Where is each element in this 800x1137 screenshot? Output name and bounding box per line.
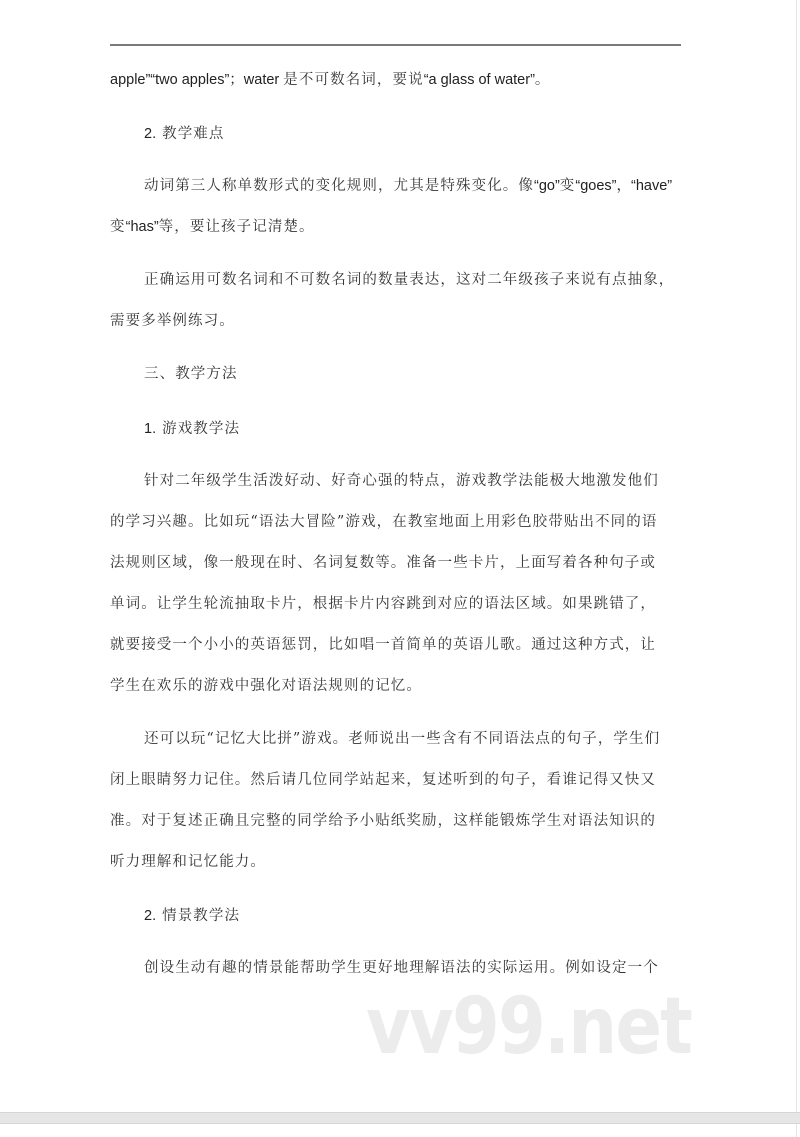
paragraph-line: 法规则区域，像一般现在时、名词复数等。准备一些卡片，上面写着各种句子或: [110, 555, 656, 571]
paragraph-line: 听力理解和记忆能力。: [110, 854, 266, 870]
text-line: apple”“two apples”；water 是不可数名词，要说“a glass of water”。: [110, 72, 551, 88]
paragraph-line: 还可以玩“记忆大比拼”游戏。老师说出一些含有不同语法点的句子，学生们: [144, 731, 661, 747]
paragraph-line: 动词第三人称单数形式的变化规则，尤其是特殊变化。像“go”变“goes”，“have”: [144, 178, 673, 194]
paragraph-line: 就要接受一个小小的英语惩罚，比如唱一首简单的英语儿歌。通过这种方式，让: [110, 637, 656, 653]
paragraph-line: 准。对于复述正确且完整的同学给予小贴纸奖励，这样能锻炼学生对语法知识的: [110, 813, 656, 829]
subsection-heading-game-method: 1. 游戏教学法: [144, 421, 241, 437]
section-heading-teaching-methods: 三、教学方法: [144, 366, 238, 382]
paragraph-line: 变“has”等，要让孩子记清楚。: [110, 219, 315, 235]
header-rule: [110, 44, 681, 46]
next-page-top: [0, 1124, 797, 1137]
section-heading-teaching-difficulties: 2. 教学难点: [144, 126, 225, 142]
paragraph-line: 学生在欢乐的游戏中强化对语法规则的记忆。: [110, 678, 422, 694]
paragraph-line: 创设生动有趣的情景能帮助学生更好地理解语法的实际运用。例如设定一个: [144, 960, 659, 976]
paragraph-line: 单词。让学生轮流抽取卡片，根据卡片内容跳到对应的语法区域。如果跳错了，: [110, 596, 656, 612]
page-separator: [0, 1112, 800, 1124]
paragraph-line: 闭上眼睛努力记住。然后请几位同学站起来，复述听到的句子，看谁记得又快又: [110, 772, 656, 788]
paragraph-line: 的学习兴趣。比如玩“语法大冒险”游戏，在教室地面上用彩色胶带贴出不同的语: [110, 514, 658, 530]
watermark-text: vv99.net: [366, 982, 692, 1072]
paragraph-line: 需要多举例练习。: [110, 313, 235, 329]
subsection-heading-scenario-method: 2. 情景教学法: [144, 908, 241, 924]
paragraph-line: 针对二年级学生活泼好动、好奇心强的特点，游戏教学法能极大地激发他们: [144, 473, 659, 489]
paragraph-line: 正确运用可数名词和不可数名词的数量表达，这对二年级孩子来说有点抽象，: [144, 272, 675, 288]
